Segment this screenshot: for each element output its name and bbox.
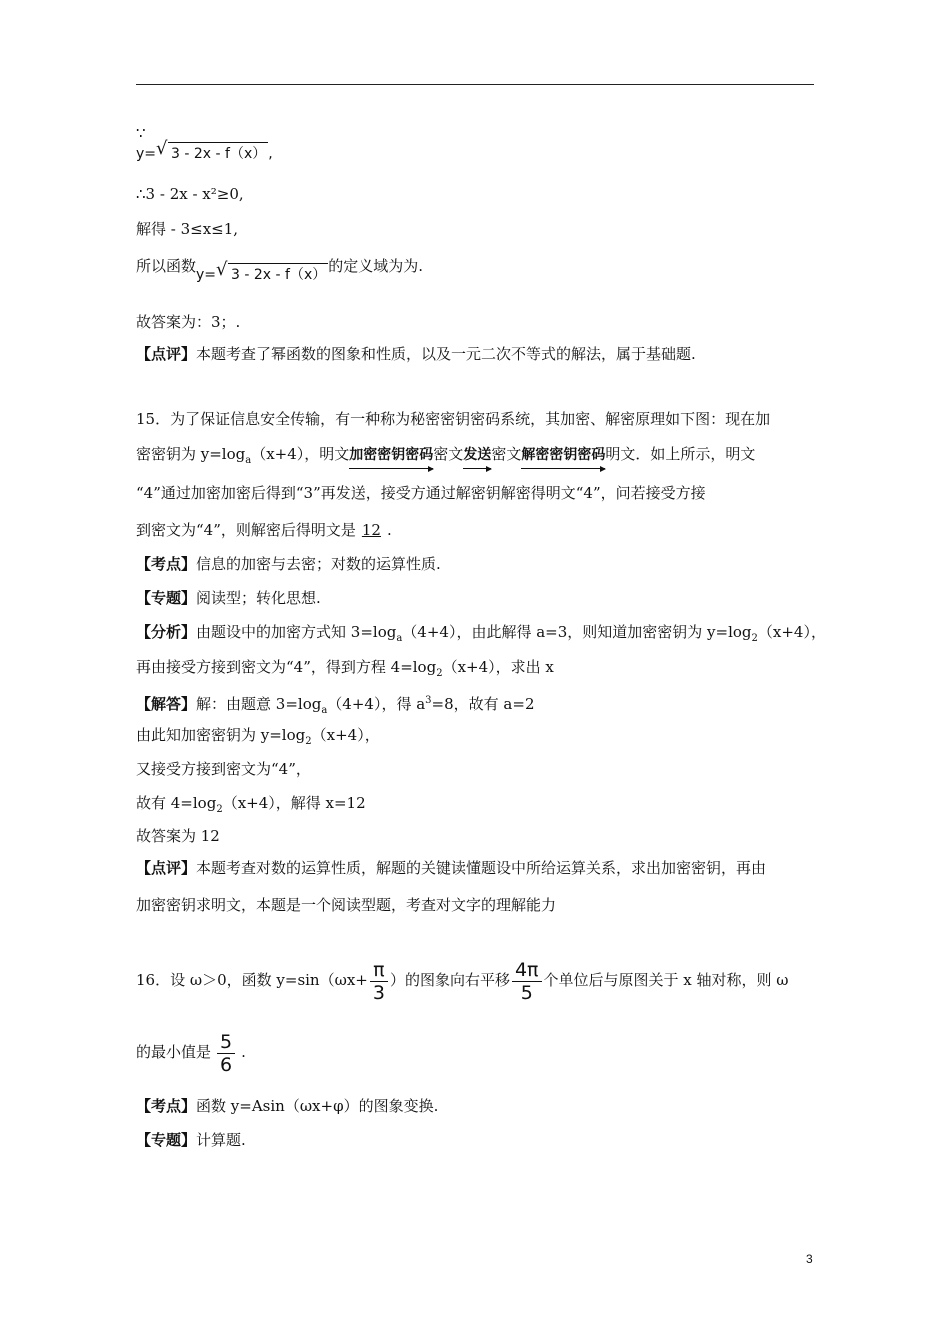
q15-line-1: 15．为了保证信息安全传输，有一种称为秘密密钥密码系统，其加密、解密原理如下图：现在加: [136, 410, 771, 428]
q15-line-3: “4”通过加密加密后得到“3”再发送，接受方通过解密钥解密得明文“4”，问若接受方接: [136, 484, 706, 502]
q15-fenxi-2: 再由接受方接到密文为“4”，得到方程 $4=\log_2(x+4)$，求出 x: [136, 658, 554, 679]
q15-dianping-2: 加密密钥求明文，本题是一个阅读型题，考查对文字的理解能力: [136, 896, 557, 914]
solution-line: 解得 - 3≤x≤1,: [136, 220, 239, 238]
encrypt-arrow: 加密密钥密码: [349, 444, 433, 469]
q15-zhuanti: 【专题】阅读型；转化思想.: [136, 589, 321, 607]
q15-step-3: 故有 $4=\log_2(x+4)$，解得 x=12: [136, 794, 366, 815]
q15-jieda: 【解答】解：由题意 $3=\log_a(4+4)$，得 $a^3=8$，故有 a=2: [136, 695, 535, 716]
inequality-line: ∴3 - 2x - x²≥0,: [136, 185, 244, 203]
q16-answer-line: 的最小值是 $\frac{5}{6}$ .: [136, 1030, 246, 1076]
4pi-over-5-fraction: $\frac{4\pi}{5}$: [512, 959, 542, 1004]
q15-kaodian: 【考点】信息的加密与去密；对数的运算性质.: [136, 555, 441, 573]
q16-line-1: 16．设 ω＞0，函数 y=sin（ωx+ $\frac{\pi}{3}$ ）的图象向右平移 $\frac{4\pi}{5}$ 个单位后与原图关于 x 轴对称，则 ω: [136, 958, 789, 1004]
q15-answer: 12: [361, 521, 381, 539]
send-arrow: 发送: [463, 444, 491, 469]
q16-kaodian: 【考点】函数 y=Asin（ωx+φ）的图象变换.: [136, 1097, 439, 1115]
q15-fenxi-1: 【分析】由题设中的加密方式知 $3=\log_a(4+4)$，由此解得 a=3，则知道加密密钥为 $y=\log_2(x+4)$，: [136, 623, 826, 644]
answer-fraction: $\frac{5}{6}$: [217, 1031, 235, 1076]
domain-line: 所以函数y= √ 3 - 2x - f（x） 的定义域为为.: [136, 253, 423, 278]
page-number: 3: [806, 1252, 813, 1266]
decrypt-arrow: 解密密钥密码: [521, 444, 605, 469]
comment-line: 【点评】本题考查了幂函数的图象和性质，以及一元二次不等式的解法，属于基础题.: [136, 345, 696, 363]
answer-line: 故答案为：3；.: [136, 313, 241, 331]
header-rule: [136, 84, 814, 85]
because-symbol: ∵: [136, 124, 146, 142]
q15-line-4: 到密文为“4”，则解密后得明文是 12 .: [136, 521, 392, 539]
q15-step-4: 故答案为 12: [136, 827, 220, 845]
q15-step-1: 由此知加密密钥为 $y=\log_2(x+4)$，: [136, 726, 380, 747]
sqrt-expression-1: y= √ 3 - 2x - f（x） ,: [136, 140, 273, 165]
pi-over-3-fraction: $\frac{\pi}{3}$: [370, 959, 388, 1004]
q15-dianping-1: 【点评】本题考查对数的运算性质，解题的关键读懂题设中所给运算关系，求出加密密钥，再由: [136, 859, 767, 877]
q15-line-2: 密密钥为 $y=\log_a(x+4)$，明文加密密钥密码密文发送密文解密密钥密码明文．如上所示，明文: [136, 443, 755, 472]
q15-step-2: 又接受方接到密文为“4”，: [136, 760, 311, 778]
q16-zhuanti: 【专题】计算题.: [136, 1131, 246, 1149]
